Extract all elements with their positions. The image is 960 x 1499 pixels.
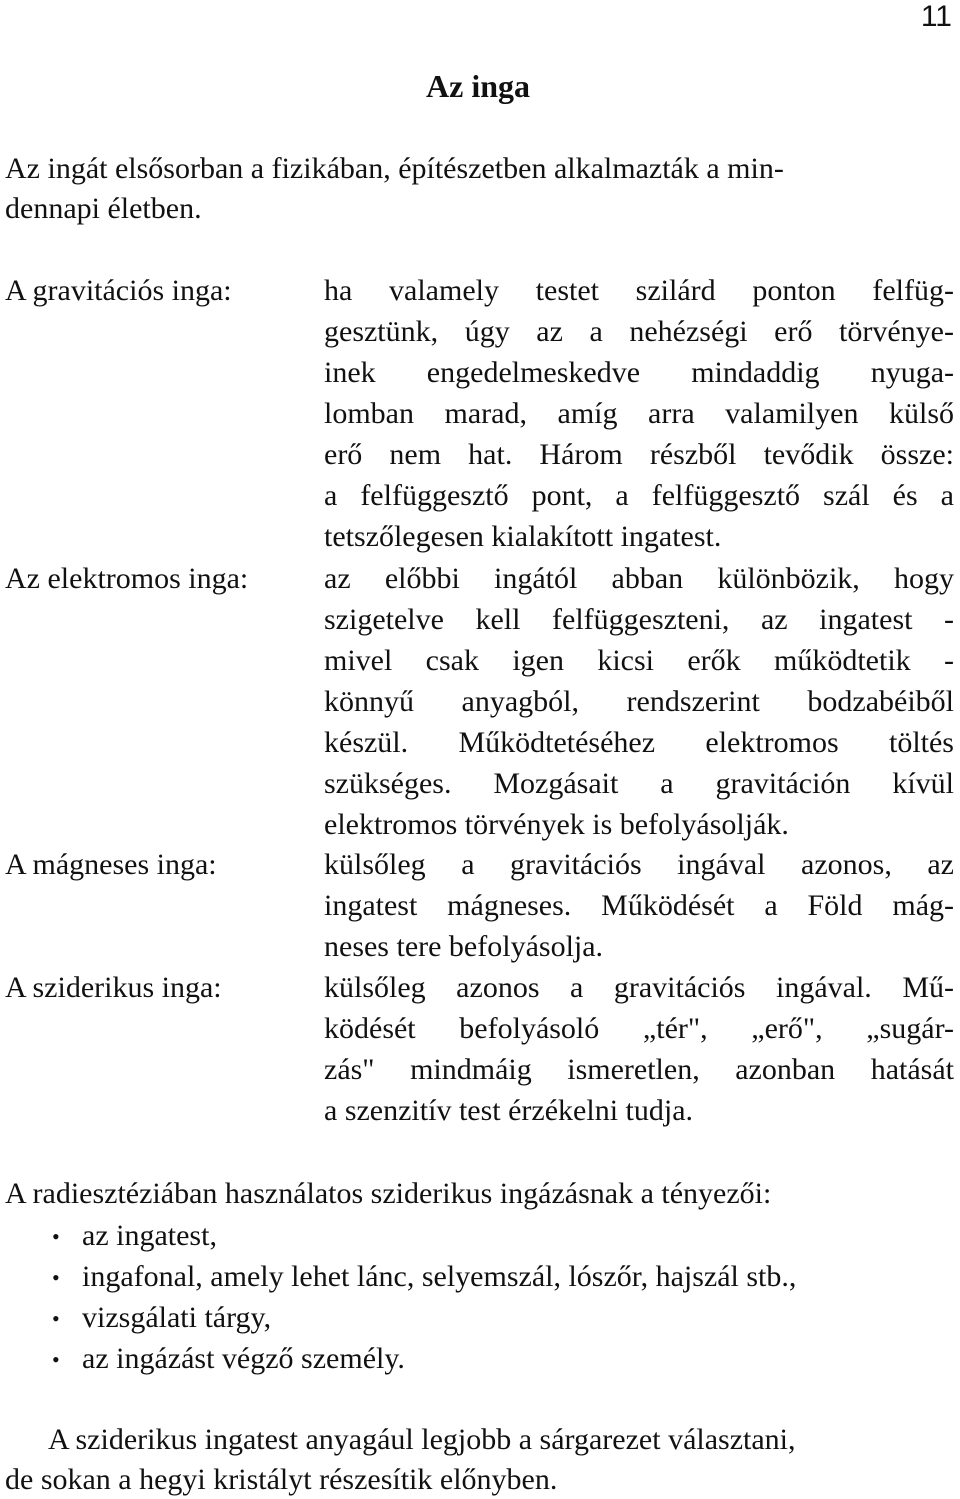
definition-line: gesztünk, úgy az a nehézségi erő törvénye-: [324, 315, 954, 348]
factors-intro: A radiesztéziában használatos sziderikus ingázásnak a tényezői:: [5, 1177, 772, 1210]
list-item: az ingázást végző személy.: [82, 1342, 405, 1375]
definition-line: ha valamely testet szilárd ponton felfüg-: [324, 274, 954, 307]
intro-line: dennapi életben.: [5, 192, 202, 225]
closing-line: A sziderikus ingatest anyagául legjobb a sárgarezet választani,: [48, 1423, 796, 1456]
definition-term: A gravitációs inga:: [5, 274, 232, 307]
definition-line: zás" mindmáig ismeretlen, azonban hatását: [324, 1053, 954, 1086]
definition-line: külsőleg a gravitációs ingával azonos, az: [324, 848, 954, 881]
definition-line: ködését befolyásoló „tér", „erő", „sugár-: [324, 1012, 954, 1045]
definition-line: neses tere befolyásolja.: [324, 930, 604, 963]
bullet-icon: •: [52, 1224, 60, 1249]
definition-line: inek engedelmeskedve mindaddig nyuga-: [324, 356, 954, 389]
closing-line: de sokan a hegyi kristályt részesítik előnyben.: [5, 1463, 558, 1496]
definition-line: az előbbi ingától abban különbözik, hogy: [324, 562, 954, 595]
definition-line: ingatest mágneses. Működését a Föld mág-: [324, 889, 954, 922]
definition-line: elektromos törvények is befolyásolják.: [324, 808, 789, 841]
definition-line: szigetelve kell felfüggeszteni, az ingatest -: [324, 603, 954, 636]
definition-line: szükséges. Mozgásait a gravitáción kívül: [324, 767, 954, 800]
intro-line: Az ingát elsősorban a fizikában, építészetben alkalmazták a min-: [5, 152, 784, 185]
definition-line: külsőleg azonos a gravitációs ingával. Mű-: [324, 971, 954, 1004]
list-item: vizsgálati tárgy,: [82, 1301, 272, 1334]
definition-line: tetszőlegesen kialakított ingatest.: [324, 520, 722, 553]
definition-line: a szenzitív test érzékelni tudja.: [324, 1094, 694, 1127]
definition-line: lomban marad, amíg arra valamilyen külső: [324, 397, 954, 430]
definition-term: Az elektromos inga:: [5, 562, 249, 595]
list-item: az ingatest,: [82, 1219, 217, 1252]
page-number: 11: [920, 0, 952, 33]
definition-line: könnyű anyagból, rendszerint bodzabéiből: [324, 685, 954, 718]
list-item: ingafonal, amely lehet lánc, selyemszál, lószőr, hajszál stb.,: [82, 1260, 797, 1293]
bullet-icon: •: [52, 1347, 60, 1372]
page-title: Az inga: [426, 68, 530, 104]
definition-line: erő nem hat. Három részből tevődik össze:: [324, 438, 954, 471]
definition-term: A sziderikus inga:: [5, 971, 222, 1004]
bullet-icon: •: [52, 1306, 60, 1331]
definition-line: a felfüggesztő pont, a felfüggesztő szál és a: [324, 479, 954, 512]
definition-term: A mágneses inga:: [5, 848, 217, 881]
definition-line: mivel csak igen kicsi erők működtetik -: [324, 644, 954, 677]
bullet-icon: •: [52, 1265, 60, 1290]
definition-line: készül. Működtetéséhez elektromos töltés: [324, 726, 954, 759]
